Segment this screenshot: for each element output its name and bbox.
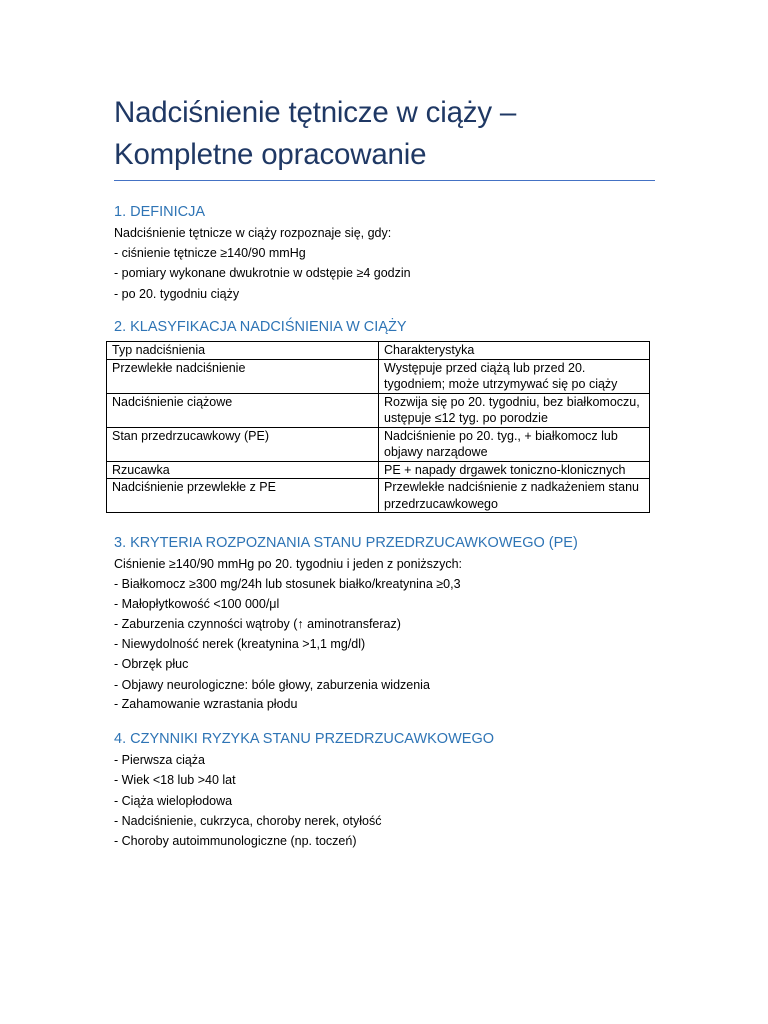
- table-row: [107, 393, 650, 427]
- kryteria-line: - Zahamowanie wzrastania płodu: [114, 697, 298, 711]
- page-title: [114, 92, 674, 176]
- kryteria-line: - Białkomocz ≥300 mg/24h lub stosunek białko/kreatynina ≥0,3: [114, 577, 461, 591]
- section-heading-definicja: 1. DEFINICJA: [114, 204, 206, 220]
- table-header-cell: Charakterystyka: [379, 342, 650, 360]
- section-heading-kryteria: 3. KRYTERIA ROZPOZNANIA STANU PRZEDRZUCAWKOWEGO (PE): [114, 535, 578, 551]
- czynniki-line: - Pierwsza ciąża: [114, 753, 205, 767]
- table-cell: Rozwija się po 20. tygodniu, bez białkomoczu, ustępuje ≤12 tyg. po porodzie: [379, 393, 650, 427]
- table-header-cell: Typ nadciśnienia: [107, 342, 379, 360]
- table-row: [107, 461, 650, 479]
- table-cell: Przewlekłe nadciśnienie z nadkażeniem stanu przedrzucawkowego: [379, 479, 650, 513]
- section-heading-czynniki: 4. CZYNNIKI RYZYKA STANU PRZEDRZUCAWKOWEGO: [114, 731, 494, 747]
- definicja-line: - pomiary wykonane dwukrotnie w odstępie ≥4 godzin: [114, 266, 411, 280]
- table-cell: PE + napady drgawek toniczno-klonicznych: [379, 461, 650, 479]
- table-row: [107, 427, 650, 461]
- czynniki-line: - Wiek <18 lub >40 lat: [114, 773, 236, 787]
- table-cell: Nadciśnienie po 20. tyg., + białkomocz lub objawy narządowe: [379, 427, 650, 461]
- page-title-line-2: Kompletne opracowanie: [114, 138, 427, 171]
- classification-table: [106, 341, 650, 513]
- table-cell: Nadciśnienie ciążowe: [107, 393, 379, 427]
- czynniki-line: - Choroby autoimmunologiczne (np. toczeń): [114, 834, 357, 848]
- section-heading-klasyfikacja: 2. KLASYFIKACJA NADCIŚNIENIA W CIĄŻY: [114, 319, 407, 335]
- czynniki-line: - Nadciśnienie, cukrzyca, choroby nerek, otyłość: [114, 814, 382, 828]
- table-cell: Stan przedrzucawkowy (PE): [107, 427, 379, 461]
- table-cell: Przewlekłe nadciśnienie: [107, 359, 379, 393]
- table-header-row: [107, 342, 650, 360]
- kryteria-line: - Niewydolność nerek (kreatynina >1,1 mg/dl): [114, 637, 366, 651]
- title-underline: [114, 180, 655, 181]
- table-row: [107, 479, 650, 513]
- table-cell: Rzucawka: [107, 461, 379, 479]
- definicja-line: - po 20. tygodniu ciąży: [114, 287, 240, 301]
- kryteria-line: - Małopłytkowość <100 000/μl: [114, 597, 280, 611]
- kryteria-line: Ciśnienie ≥140/90 mmHg po 20. tygodniu i jeden z poniższych:: [114, 557, 463, 571]
- kryteria-line: - Zaburzenia czynności wątroby (↑ aminotransferaz): [114, 617, 401, 631]
- table-cell: Występuje przed ciążą lub przed 20. tygodniem; może utrzymywać się po ciąży: [379, 359, 650, 393]
- table-row: [107, 359, 650, 393]
- kryteria-line: - Objawy neurologiczne: bóle głowy, zaburzenia widzenia: [114, 678, 430, 692]
- kryteria-line: - Obrzęk płuc: [114, 657, 189, 671]
- page-title-line-1: Nadciśnienie tętnicze w ciąży –: [114, 96, 517, 129]
- definicja-line: - ciśnienie tętnicze ≥140/90 mmHg: [114, 246, 306, 260]
- czynniki-line: - Ciąża wielopłodowa: [114, 794, 233, 808]
- table-cell: Nadciśnienie przewlekłe z PE: [107, 479, 379, 513]
- definicja-line: Nadciśnienie tętnicze w ciąży rozpoznaje się, gdy:: [114, 226, 392, 240]
